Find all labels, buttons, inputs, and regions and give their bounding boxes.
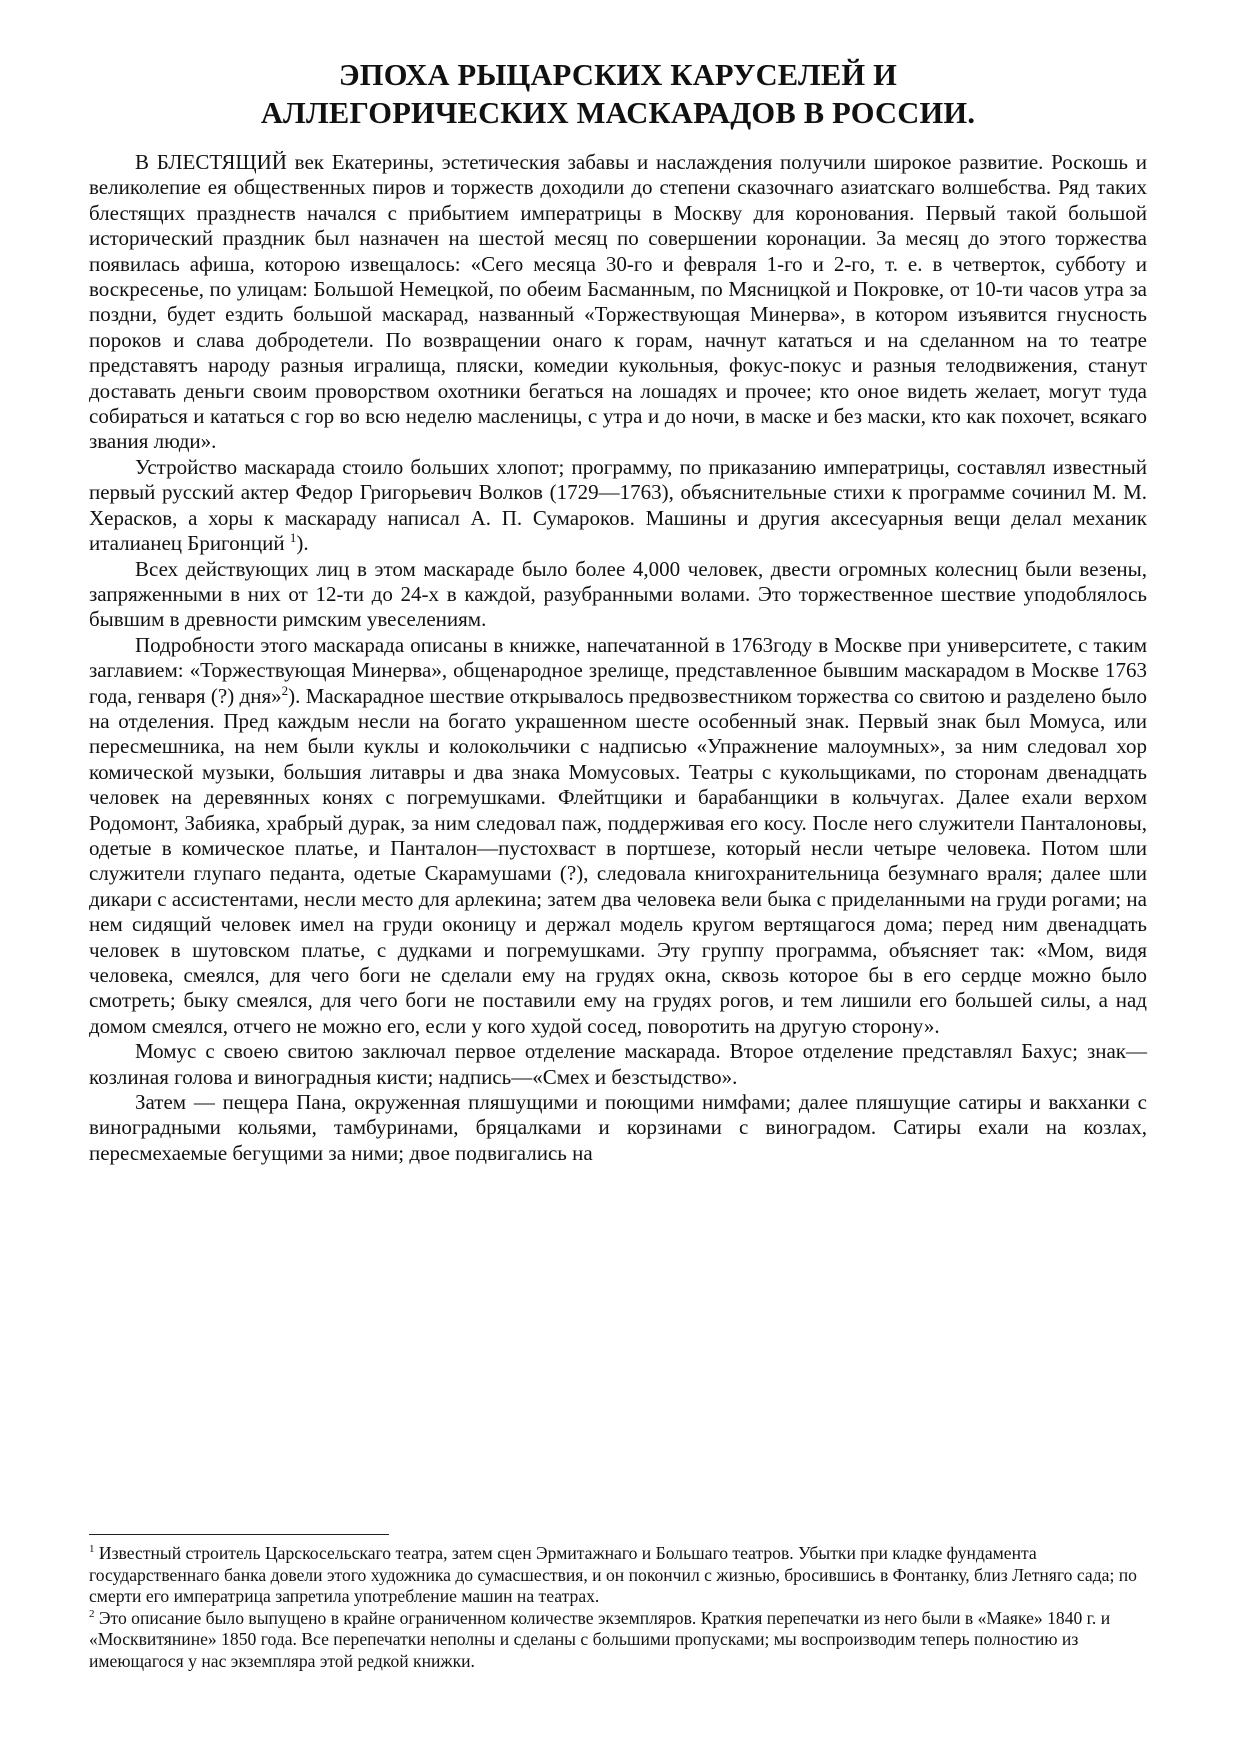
paragraph-2-text: Устройство маскарада стоило больших хлопот; программу, по приказанию императрицы, составлял известный первый русский актер Федор Григорьевич Волков (1729—1763), объяснительные стихи к программе сочинил М. М. Херасков, а хоры к маскараду написал А. П. Сумароков. Машины и другия аксесуарныя вещи делал механик италианец Бригонций — [89, 454, 1147, 556]
footnote-ref-2[interactable]: 2 — [281, 682, 289, 698]
paragraph-4-text-a: Подробности этого маскарада описаны в книжке, напечатанной в 1763году в Москве при университете, с таким заглавием: «Торжествующая Минерва», общенародное зрелище, представленное бывшим маскарадом в Москве 1763 года, генваря (?) дня» — [89, 632, 1147, 708]
footnote-2 — [89, 1608, 1147, 1673]
paragraph-3: Всех действующих лиц в этом маскараде было более 4,000 человек, двести огромных колесниц были везены, запряженными в них от 12-ти до 24-х в каждой, разубранными волами. Это торжественное шествие уподоблялось бывшим в древности римским увеселениям. — [89, 556, 1147, 632]
page-title — [89, 56, 1147, 132]
footnote-ref-1[interactable]: 1 — [289, 530, 297, 546]
paragraph-1: В БЛЕСТЯЩИЙ век Екатерины, эстетическия забавы и наслаждения получили широкое развитие. Роскошь и великолепие ея общественных пиров и торжеств доходили до степени сказочнаго азиатскаго волшебства. Ряд таких блестящих празднеств начался с прибытием императрицы в Москву для коронования. Первый такой большой исторический праздник был назначен на шестой месяц по совершении коронации. За месяц до этого торжества появилась афиша, которою извещалось: «Сего месяца 30-го и февраля 1-го и 2-го, т. е. в четверток, субботу и воскресенье, по улицам: Большой Немецкой, по обеим Басманным, по Мясницкой и Покровке, от 10-ти часов утра за поздни, будет ездить большой маскарад, названный «Торжествующая Минерва», в котором изъявится гнусность пороков и слава добродетели. По возвращении онаго к горам, начнут кататься и на сделанном на то театре представятъ народу разныя игралища, пляски, комедии кукольныя, фокус-покус и разныя телодвижения, станут доставать деньги своим проворством охотники бегаться на лошадях и прочее; кто оное видеть желает, могут туда собираться и кататься с гор во всю неделю масленицы, с утра и до ночи, в маске и без маски, кто как похочет, всякаго звания люди». — [89, 150, 1147, 454]
paragraph-2 — [89, 455, 1147, 557]
title-line-1: ЭПОХА РЫЦАРСКИХ КАРУСЕЛЕЙ И — [338, 58, 898, 92]
paragraph-6: Затем — пещера Пана, окруженная пляшущими и поющими нимфами; далее пляшущие сатиры и вакханки с виноградными кольями, тамбуринами, бряцалками и корзинами с виноградом. Сатиры ехали на козлах, пересмехаемые бегущими за ними; двое подвигались на — [89, 1090, 1147, 1165]
footnote-2-text: Это описание было выпущено в крайне ограниченном количестве экземпляров. Краткия перепечатки из него были в «Маяке» 1840 г. и «Москвитянине» 1850 года. Все перепечатки неполны и сделаны с большими пропусками; мы воспроизводим теперь полностию из имеющагося у нас экземпляра этой редкой книжки. — [89, 1607, 1111, 1671]
footnote-1 — [89, 1543, 1147, 1608]
footnote-2-mark: 2 — [89, 1607, 95, 1620]
paragraph-4-text-b: ). Маскарадное шествие открывалось предвозвестником торжества со свитою и разделено было на отделения. Пред каждым несли на богато украшенном шесте особенный знак. Первый знак был Момуса, или пересмешника, на нем были куклы и колокольчики с надписью «Упражнение малоумных», за ним следовал хор комической музыки, большия литавры и два знака Момусовых. Театры с кукольщиками, по сторонам двенадцать человек на деревянных конях с погремушками. Флейтщики и барабанщики в кольчугах. Далее ехали верхом Родомонт, Забияка, храбрый дурак, за ним следовал паж, поддерживая его косу. После него служители Панталоновы, одетые в комическое платье, и Панталон—пустохваст в портшезе, который несли четыре человека. Потом шли служители глупаго педанта, одетые Скарамушами (?), следовала книгохранительница безумнаго враля; далее шли дикари с ассистентами, несли место для арлекина; затем два человека вели быка с приделанными на груди рогами; на нем сидящий человек имел на груди оконицу и держал модель кругом вертящагося дома; перед ним двенадцать человек в шутовском платье, с дудками и погремушками. Эту группу программа, объясняет так: «Мом, видя человека, смеялся, для чего боги не сделали ему на грудях окна, сквозь которое бы в его сердце можно было смотреть; быку смеялся, для чего боги не поставили ему на грудях рогов, и тем лишили его большей силы, а над домом смеялся, отчего не можно его, если у кого худой сосед, поворотить на другую сторону». — [89, 683, 1147, 1038]
footnotes — [89, 1534, 1147, 1673]
article-body — [89, 150, 1147, 1166]
footnote-divider — [89, 1534, 389, 1535]
title-line-2: АЛЛЕГОРИЧЕСКИХ МАСКАРАДОВ В РОССИИ. — [260, 96, 976, 130]
paragraph-2-tail: ). — [296, 531, 309, 556]
page-content — [89, 56, 1147, 1166]
footnote-1-text: Известный строитель Царскосельскаго театра, затем сцен Эрмитажнаго и Большаго театров. Убытки при кладке фундамента государственнаго банка довели этого художника до сумасшествия, и он покончил с жизнью, бросившись в Фонтанку, близ Летняго сада; по смерти его императрица запретила употребление машин на театрах. — [89, 1543, 1137, 1607]
paragraph-4 — [89, 633, 1147, 1040]
footnote-1-mark: 1 — [89, 1543, 95, 1556]
paragraph-5: Момус с своею свитою заключал первое отделение маскарада. Второе отделение представлял Бахус; знак—козлиная голова и виноградныя кисти; надпись—«Смех и безстыдство». — [89, 1039, 1147, 1089]
